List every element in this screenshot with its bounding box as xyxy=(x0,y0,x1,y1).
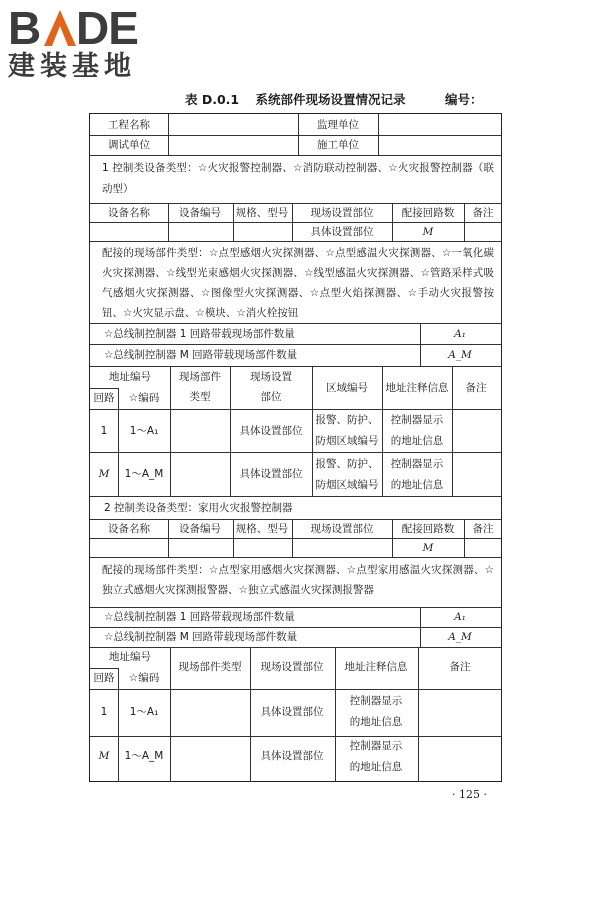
table-title: 系统部件现场设置情况记录 xyxy=(255,92,406,107)
address-number-header: 地址编号 xyxy=(109,371,151,383)
spec-model-header: 规格、型号 xyxy=(235,523,289,535)
brand-logo xyxy=(8,4,178,82)
row-m-loop: M xyxy=(98,750,110,762)
row-1-code: 1～A₁ xyxy=(129,425,159,437)
section-2-heading: 2 控制类设备类型：家用火灾报警控制器 xyxy=(104,502,293,514)
remark-header: 备注 xyxy=(465,382,487,394)
site-location-header-line1: 现场设置 xyxy=(250,371,292,383)
zone-number-header: 区域编号 xyxy=(326,382,368,394)
row-1-zone-line1: 报警、防护、 xyxy=(315,414,379,426)
code-header: ☆编码 xyxy=(128,672,160,684)
section-1-heading: 1 控制类设备类型：☆火灾报警控制器、☆消防联动控制器、☆火灾报警控制器（联动型） xyxy=(102,162,494,195)
loop-header: 回路 xyxy=(93,672,115,684)
loop-1-count-value: A₁ xyxy=(454,611,466,623)
row-1-location: 具体设置部位 xyxy=(239,425,303,437)
site-location-header: 现场设置部位 xyxy=(310,207,374,219)
remark-header: 备注 xyxy=(472,523,494,535)
row-1-annotation-line2: 的地址信息 xyxy=(349,716,403,728)
page-number: · 125 · xyxy=(452,788,487,801)
address-annotation-header: 地址注释信息 xyxy=(344,661,408,673)
loop-1-count-label: ☆总线制控制器 1 回路带载现场部件数量 xyxy=(104,328,295,340)
loop-header: 回路 xyxy=(93,392,115,404)
spec-model-header: 规格、型号 xyxy=(235,207,289,219)
address-number-header: 地址编号 xyxy=(109,651,151,663)
loop-1-count-value: A₁ xyxy=(454,328,466,340)
row-m-location: 具体设置部位 xyxy=(260,750,324,762)
row-m-loop: M xyxy=(98,468,110,480)
row-m-annotation-line2: 的地址信息 xyxy=(390,479,444,491)
loop-m-count-label: ☆总线制控制器 M 回路带载现场部件数量 xyxy=(104,631,298,643)
bade-logo-mark xyxy=(8,4,176,50)
row-m-annotation-line2: 的地址信息 xyxy=(349,761,403,773)
svg-text:DE: DE xyxy=(76,4,138,50)
device-name-header: 设备名称 xyxy=(108,523,150,535)
loop-1-count-label: ☆总线制控制器 1 回路带载现场部件数量 xyxy=(104,611,295,623)
site-location-header: 现场设置部位 xyxy=(310,523,374,535)
row-1-loop: 1 xyxy=(100,425,108,437)
part-type-header-line2: 类型 xyxy=(189,391,211,403)
row-m-annotation-line1: 控制器显示 xyxy=(349,740,403,752)
record-form xyxy=(89,113,502,782)
construction-unit-label: 施工单位 xyxy=(317,139,359,151)
address-annotation-header: 地址注释信息 xyxy=(385,382,449,394)
row-m-zone-line2: 防烟区域编号 xyxy=(315,479,379,491)
loop-m-count-value: A_M xyxy=(448,631,472,643)
part-type-header: 现场部件类型 xyxy=(178,661,242,673)
code-header: ☆编码 xyxy=(128,392,160,404)
device-id-header: 设备编号 xyxy=(179,207,221,219)
svg-text:B: B xyxy=(8,4,41,50)
section-2-parts-text: 配接的现场部件类型：☆点型家用感烟火灾探测器、☆点型家用感温火灾探测器、☆独立式感烟火灾探测报警器、☆独立式感温火灾探测报警器 xyxy=(102,564,494,596)
debug-unit-label: 调试单位 xyxy=(108,139,150,151)
part-type-header-line1: 现场部件 xyxy=(179,371,221,383)
remark-header: 备注 xyxy=(449,661,471,673)
remark-header: 备注 xyxy=(472,207,494,219)
table-number: 表 D.0.1 xyxy=(185,92,240,107)
section-1-parts-text: 配接的现场部件类型：☆点型感烟火灾探测器、☆点型感温火灾探测器、☆一氧化碳火灾探测器、☆线型光束感烟火灾探测器、☆线型感温火灾探测器、☆管路采样式吸气感烟火灾探测器、☆图像型火灾探测器、☆点型火焰探测器、☆手动火灾报警按钮、☆火灾显示盘、☆模块、☆消火栓按钮 xyxy=(102,247,494,319)
loop-m-count-label: ☆总线制控制器 M 回路带载现场部件数量 xyxy=(104,349,298,361)
row-1-annotation-line1: 控制器显示 xyxy=(349,695,403,707)
row-1-loop: 1 xyxy=(100,706,108,718)
row-1-zone-line2: 防烟区域编号 xyxy=(315,435,379,447)
device-id-header: 设备编号 xyxy=(179,523,221,535)
serial-number-label: 编号： xyxy=(445,92,483,107)
device-location-cell: 具体设置部位 xyxy=(310,226,374,238)
row-m-code: 1～A_M xyxy=(124,468,164,480)
device-loop-cell: M xyxy=(422,542,434,554)
site-location-header-line2: 部位 xyxy=(260,391,282,403)
loop-m-count-value: A_M xyxy=(448,349,472,361)
supervision-unit-label: 监理单位 xyxy=(317,119,359,131)
device-name-header: 设备名称 xyxy=(108,207,150,219)
table-title-line xyxy=(185,90,505,108)
row-m-annotation-line1: 控制器显示 xyxy=(390,458,444,470)
row-1-code: 1～A₁ xyxy=(129,706,159,718)
project-name-label: 工程名称 xyxy=(108,119,150,131)
device-loop-cell: M xyxy=(422,226,434,238)
row-m-location: 具体设置部位 xyxy=(239,468,303,480)
site-location-header: 现场设置部位 xyxy=(260,661,324,673)
row-1-annotation-line1: 控制器显示 xyxy=(390,414,444,426)
loop-count-header: 配接回路数 xyxy=(401,523,455,535)
row-m-code: 1～A_M xyxy=(124,750,164,762)
loop-count-header: 配接回路数 xyxy=(401,207,455,219)
row-1-location: 具体设置部位 xyxy=(260,706,324,718)
row-m-zone-line1: 报警、防护、 xyxy=(315,458,379,470)
row-1-annotation-line2: 的地址信息 xyxy=(390,435,444,447)
brand-subtitle: 建装基地 xyxy=(8,51,136,82)
